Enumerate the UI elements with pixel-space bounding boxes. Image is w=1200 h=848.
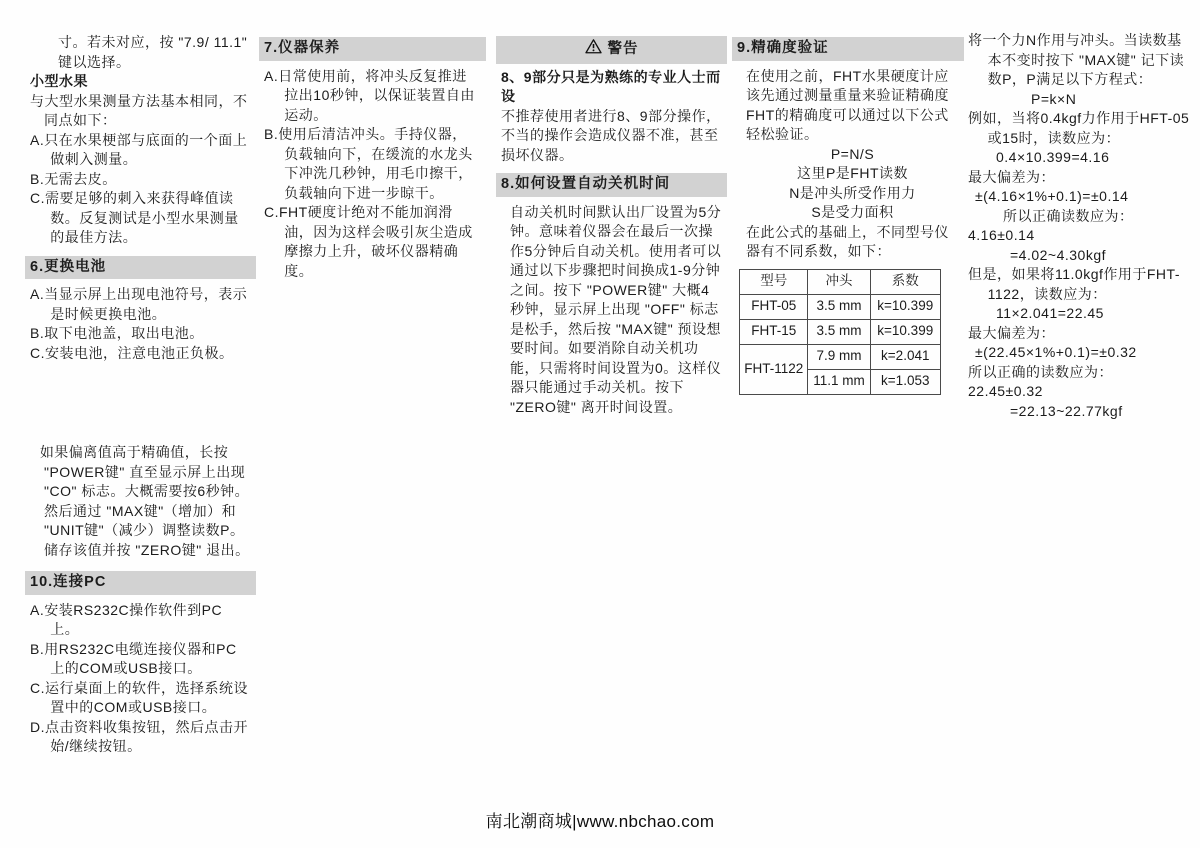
- list-item: B.使用后清洁冲头。手持仪器，负载轴向下，在缓流的水龙头下冲洗几秒钟，用毛巾擦干，负载轴向下进一步晾干。: [264, 126, 473, 201]
- section-9-heading: 9.精确度验证: [732, 37, 964, 61]
- accuracy-paragraph-3: 在此公式的基础上，不同型号仪器有不同系数，如下：: [746, 223, 949, 259]
- formula-line: 11×2.041=22.45: [996, 305, 1104, 321]
- formula-line: 这里P是FHT读数: [796, 165, 909, 181]
- list-item: C.安装电池，注意电池正负极。: [30, 344, 234, 361]
- table-cell: FHT-05: [740, 294, 808, 319]
- table-cell: 3.5 mm: [808, 319, 870, 344]
- section-8-body: 自动关机时间默认出厂设置为5分钟。意味着仪器会在最后一次操作5分钟后自动关机。使用者可以通过以下步骤把时间换成1-9分钟之间。按下 "POWER键" 大概4秒钟，显示屏上出现 "OFF" 标志是松手，然后按 "MAX键" 预设想要时间。如要消除自动关机功能，只需将时间设置为0。这样仪器只能通过手动关机。按下 "ZERO键" 离开时间设置。: [510, 203, 722, 415]
- section-6-heading: 6.更换电池: [25, 256, 256, 280]
- warning-header: [496, 36, 727, 64]
- column-2: [264, 37, 481, 281]
- table-cell: 11.1 mm: [808, 369, 870, 394]
- table-header-coefficient: 系数: [870, 269, 940, 294]
- section-7-heading: 7.仪器保养: [259, 37, 486, 61]
- list-item: B.取下电池盖，取出电池。: [30, 325, 204, 341]
- table-cell: k=2.041: [870, 344, 940, 369]
- table-cell: k=1.053: [870, 369, 940, 394]
- accuracy-paragraph-1: 在使用之前，FHT水果硬度计应该先通过测量重量来验证精确度: [746, 67, 949, 103]
- list-item: A.只在水果梗部与底面的一个面上做刺入测量。: [30, 131, 248, 167]
- accuracy-paragraph-2: FHT的精确度可以通过以下公式轻松验证。: [746, 106, 949, 142]
- formula-line: ±(22.45×1%+0.1)=±0.32: [975, 344, 1137, 360]
- formula-line: 4.16±0.14: [968, 227, 1035, 243]
- column-5: [968, 31, 1193, 421]
- formula-line: =22.13~22.77kgf: [1010, 402, 1123, 419]
- warning-body: 不推荐使用者进行8、9部分操作，不当的操作会造成仪器不准，甚至损坏仪器。: [501, 107, 721, 163]
- verification-line: 最大偏差为：: [968, 168, 1055, 185]
- formula-line: P=N/S: [830, 145, 875, 162]
- section-8-heading: 8.如何设置自动关机时间: [496, 173, 727, 197]
- continuation-paragraph: 寸。若未对应，按 "7.9/ 11.1" 键以选择。: [58, 34, 248, 70]
- column-4: [737, 37, 959, 395]
- verification-line: 所以正确读数应为：: [1003, 207, 1134, 224]
- column-1-bottom: [30, 443, 251, 757]
- formula-line: =4.02~4.30kgf: [1010, 246, 1107, 263]
- verification-line: 例如，当将0.4kgf力作用于HFT-05或15时，读数应为：: [968, 110, 1190, 146]
- warning-triangle-icon: [585, 39, 602, 61]
- table-header-plunger: 冲头: [808, 269, 870, 294]
- list-item: A.日常使用前，将冲头反复推进拉出10秒钟，以保证装置自由运动。: [264, 67, 475, 123]
- warning-title: 警告: [607, 41, 639, 57]
- formula-line: ±(4.16×1%+0.1)=±0.14: [975, 188, 1129, 204]
- table-cell: 7.9 mm: [808, 344, 870, 369]
- verification-line: 但是，如果将11.0kgf作用于FHT-1122，读数应为：: [968, 266, 1180, 302]
- list-item: A.当显示屏上出现电池符号，表示是时候更换电池。: [30, 286, 248, 322]
- verification-line: 所以正确的读数应为：: [968, 363, 1113, 380]
- table-cell: FHT-1122: [740, 344, 808, 394]
- coefficient-table: [739, 269, 941, 395]
- section-10-heading: 10.连接PC: [25, 571, 256, 595]
- list-item: B.用RS232C电缆连接仪器和PC上的COM或USB接口。: [30, 640, 237, 676]
- column-3: [501, 36, 722, 417]
- table-header-model: 型号: [740, 269, 808, 294]
- verification-line: 将一个力N作用与冲头。当读数基本不变时按下 "MAX键" 记下读数P，P满足以下方程式：: [968, 32, 1185, 87]
- table-cell: 3.5 mm: [808, 294, 870, 319]
- column-1-top: [30, 33, 251, 363]
- section-9-body: [737, 67, 959, 262]
- formula-line: 0.4×10.399=4.16: [996, 149, 1110, 165]
- list-item: D.点击资料收集按钮，然后点击开始/继续按钮。: [30, 718, 248, 754]
- small-fruit-title: 小型水果: [30, 73, 88, 89]
- table-row: [740, 344, 941, 369]
- list-item: C.运行桌面上的软件，选择系统设置中的COM或USB接口。: [30, 679, 248, 715]
- footer-watermark: 南北潮商城|www.nbchao.com: [485, 812, 715, 831]
- warning-bold-note: 8、9部分只是为熟练的专业人士而设: [501, 68, 721, 104]
- list-item: A.安装RS232C操作软件到PC上。: [30, 601, 223, 637]
- formula-line: N是冲头所受作用力: [789, 184, 916, 201]
- list-item: C.FHT硬度计绝对不能加润滑油，因为这样会吸引灰尘造成摩擦力上升，破坏仪器精确度。: [264, 204, 473, 279]
- list-item: B.无需去皮。: [30, 170, 117, 187]
- formula-line: S是受力面积: [811, 204, 894, 220]
- table-cell: FHT-15: [740, 319, 808, 344]
- formula-line: 22.45±0.32: [968, 383, 1043, 399]
- small-fruit-intro: 与大型水果测量方法基本相同，不同点如下：: [30, 92, 248, 128]
- table-header-row: [740, 269, 941, 294]
- list-item: C.需要足够的刺入来获得峰值读数。反复测试是小型水果测量的最佳方法。: [30, 190, 239, 245]
- table-cell: k=10.399: [870, 319, 940, 344]
- formula-line: P=k×N: [1031, 90, 1077, 107]
- table-row: [740, 319, 941, 344]
- table-row: [740, 294, 941, 319]
- calibration-note: 如果偏离值高于精确值，长按 "POWER键" 直至显示屏上出现 "CO" 标志。大概需要按6秒钟。然后通过 "MAX键"（增加）和 "UNIT键"（减少）调整读数P。储存该值并按 "ZERO键" 退出。: [39, 444, 250, 558]
- table-cell: k=10.399: [870, 294, 940, 319]
- verification-line: 最大偏差为：: [968, 324, 1055, 341]
